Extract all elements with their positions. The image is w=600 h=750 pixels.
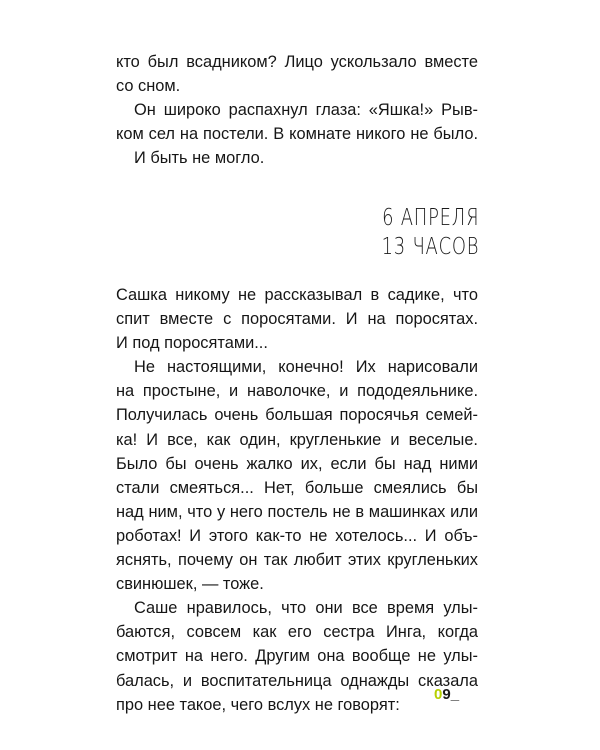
text-line: над ним, что у него постель не в машинках или [116, 502, 478, 521]
text-line: смотрит на него. Другим она вообще не улы- [116, 647, 478, 666]
text-line: балась, и воспитательница однажды сказала [116, 671, 478, 690]
text-line: ком сел на постели. В комнате никого не было. [116, 125, 478, 144]
text-line: стали смеяться... Нет, больше смеялись бы [116, 478, 478, 497]
page-number-digit: 9 [442, 686, 451, 703]
text-line: Саше нравилось, что они все время улы- [134, 599, 478, 618]
text-line: баются, совсем как его сестра Инга, когда [116, 623, 478, 642]
text-line: со сном. [116, 77, 181, 96]
text-line: Он широко распахнул глаза: «Яшка!» Рыв- [134, 101, 478, 120]
top-text [116, 50, 478, 170]
chapter-heading [381, 204, 479, 262]
text-line: кто был всадником? Лицо ускользало вместе [116, 53, 478, 71]
text-line: Не настоящими, конечно! Их нарисовали [134, 358, 478, 377]
body-text [116, 283, 478, 717]
text-line: на простыне, и наволочке, и пододеяльнике. [116, 382, 478, 401]
text-line: свинюшек, — тоже. [116, 575, 264, 594]
text-line: Получилась очень большая поросячья семей- [116, 406, 478, 425]
text-line: про нее такое, чего вслух не говорят: [116, 695, 400, 714]
text-line: ка! И все, как один, кругленькие и веселые. [116, 430, 478, 449]
text-line: Сашка никому не рассказывал в садике, что [116, 286, 478, 304]
text-line: И под поросятами... [116, 334, 268, 353]
page-number-trail: _ [450, 686, 460, 703]
text-line: спит вместе с поросятами. И на поросятах. [116, 310, 478, 329]
page-number [434, 686, 459, 703]
page-number-mark: 0 [434, 686, 443, 703]
chapter-time: 13 ЧАСОВ [381, 234, 479, 260]
text-line: Было бы очень жалко их, если бы над ними [116, 454, 478, 473]
text-line: роботах! И этого как-то не хотелось... И объ- [116, 526, 478, 545]
text-line: И быть не могло. [134, 149, 265, 168]
chapter-date: 6 АПРЕЛЯ [381, 205, 479, 231]
text-line: яснять, почему он так любит этих кругленьких [116, 551, 478, 570]
